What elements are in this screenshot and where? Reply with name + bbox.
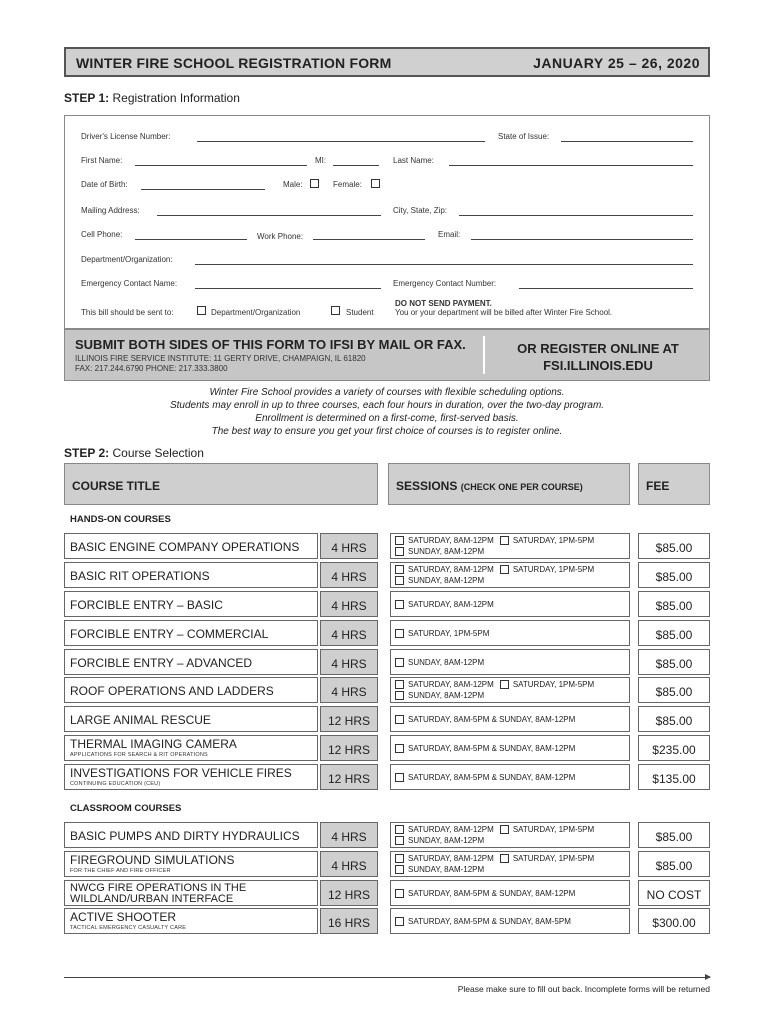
program-description: Winter Fire School provides a variety of courses with flexible scheduling options. Students may enroll in up to three courses, each four hours in duration, over the two-day program. Enrollment is determined on a first-come, first-served basis. The best way to ensure you get your first choice of courses is to register online.	[169, 387, 605, 437]
course-sessions: SUNDAY, 8AM-12PM	[390, 649, 630, 675]
arrow-right-icon	[705, 974, 711, 980]
course-sessions: SATURDAY, 8AM-12PM SATURDAY, 1PM-5PM SUNDAY, 8AM-12PM	[390, 851, 630, 877]
emergency-contact-name-label: Emergency Contact Name:	[81, 279, 178, 288]
bill-department-label: Department/Organization	[211, 308, 301, 317]
course-title-cell	[64, 764, 318, 790]
session-checkbox[interactable]	[500, 680, 509, 689]
session-checkbox[interactable]	[395, 825, 404, 834]
course-title-cell	[64, 851, 318, 877]
sessions-header: SESSIONS (CHECK ONE PER COURSE)	[388, 463, 630, 505]
course-subtitle: FOR THE CHIEF AND FIRE OFFICER	[70, 868, 171, 874]
course-title: INVESTIGATIONS FOR VEHICLE FIRES	[70, 766, 292, 780]
session-checkbox[interactable]	[395, 836, 404, 845]
work-phone-label: Work Phone:	[257, 232, 304, 241]
course-sessions: SATURDAY, 8AM-12PM SATURDAY, 1PM-5PM SUNDAY, 8AM-12PM	[390, 562, 630, 588]
course-hours: 12 HRS	[320, 706, 378, 732]
session-checkbox[interactable]	[395, 744, 404, 753]
course-hours: 12 HRS	[320, 735, 378, 761]
course-title: ACTIVE SHOOTER	[70, 910, 177, 924]
course-fee: $85.00	[638, 620, 710, 646]
fax-phone: FAX: 217.244.6790 PHONE: 217.333.3800	[75, 364, 228, 373]
course-subtitle: CONTINUING EDUCATION (CEU)	[70, 781, 161, 787]
course-hours: 4 HRS	[320, 822, 378, 848]
submit-instructions	[64, 329, 710, 381]
emergency-contact-number-field[interactable]	[519, 288, 693, 289]
billing-note: You or your department will be billed after Winter Fire School.	[395, 308, 613, 317]
course-hours: 4 HRS	[320, 591, 378, 617]
course-title: LARGE ANIMAL RESCUE	[70, 713, 211, 727]
session-checkbox[interactable]	[395, 658, 404, 667]
course-hours: 4 HRS	[320, 851, 378, 877]
course-title-cell	[64, 706, 318, 732]
course-title: FORCIBLE ENTRY – BASIC	[70, 598, 223, 612]
drivers-license-label: Driver's License Number:	[81, 132, 171, 141]
course-title-cell	[64, 562, 318, 588]
session-checkbox[interactable]	[395, 680, 404, 689]
dob-label: Date of Birth:	[81, 180, 128, 189]
mi-field[interactable]	[333, 165, 379, 166]
course-sessions: SATURDAY, 8AM-5PM & SUNDAY, 8AM-12PM	[390, 880, 630, 906]
course-subtitle: APPLICATIONS FOR SEARCH & RIT OPERATIONS	[70, 752, 208, 758]
course-title: FORCIBLE ENTRY – COMMERCIAL	[70, 627, 269, 641]
last-name-label: Last Name:	[393, 156, 434, 165]
session-checkbox[interactable]	[395, 715, 404, 724]
emergency-contact-name-field[interactable]	[195, 288, 381, 289]
course-fee: $135.00	[638, 764, 710, 790]
session-checkbox[interactable]	[500, 854, 509, 863]
course-title-cell	[64, 880, 318, 906]
course-title: FORCIBLE ENTRY – ADVANCED	[70, 656, 253, 670]
course-fee: NO COST	[638, 880, 710, 906]
course-hours: 4 HRS	[320, 562, 378, 588]
male-checkbox[interactable]	[310, 179, 319, 188]
session-checkbox[interactable]	[395, 565, 404, 574]
course-sessions: SATURDAY, 8AM-12PM SATURDAY, 1PM-5PM SUNDAY, 8AM-12PM	[390, 533, 630, 559]
step1-heading: STEP 1: Registration Information	[64, 91, 240, 105]
course-title-cell	[64, 591, 318, 617]
course-hours: 12 HRS	[320, 764, 378, 790]
department-field[interactable]	[195, 264, 693, 265]
state-of-issue-label: State of Issue:	[498, 132, 550, 141]
course-title-header: COURSE TITLE	[64, 463, 378, 505]
session-checkbox[interactable]	[395, 629, 404, 638]
cell-phone-label: Cell Phone:	[81, 230, 123, 239]
session-checkbox[interactable]	[395, 917, 404, 926]
course-title-cell	[64, 677, 318, 703]
course-fee: $85.00	[638, 822, 710, 848]
course-fee: $300.00	[638, 908, 710, 934]
course-hours: 4 HRS	[320, 620, 378, 646]
last-name-field[interactable]	[449, 165, 693, 166]
course-title-cell	[64, 822, 318, 848]
course-hours: 4 HRS	[320, 649, 378, 675]
city-state-zip-field[interactable]	[459, 215, 693, 216]
course-title: ROOF OPERATIONS AND LADDERS	[70, 684, 274, 698]
session-checkbox[interactable]	[395, 600, 404, 609]
course-fee: $85.00	[638, 562, 710, 588]
session-checkbox[interactable]	[395, 889, 404, 898]
email-label: Email:	[438, 230, 461, 239]
session-checkbox[interactable]	[395, 547, 404, 556]
hands-on-courses-label: HANDS-ON COURSES	[70, 514, 171, 525]
course-title: BASIC ENGINE COMPANY OPERATIONS	[70, 540, 300, 554]
course-sessions: SATURDAY, 8AM-5PM & SUNDAY, 8AM-12PM	[390, 764, 630, 790]
mailing-address-label: Mailing Address:	[81, 206, 140, 215]
course-title: BASIC PUMPS AND DIRTY HYDRAULICS	[70, 829, 300, 843]
footer-note: Please make sure to fill out back. Incomplete forms will be returned	[457, 984, 710, 994]
bill-department-checkbox[interactable]	[197, 306, 206, 315]
classroom-courses-label: CLASSROOM COURSES	[70, 803, 182, 814]
course-sessions: SATURDAY, 8AM-12PM SATURDAY, 1PM-5PM SUNDAY, 8AM-12PM	[390, 677, 630, 703]
course-sessions: SATURDAY, 8AM-5PM & SUNDAY, 8AM-12PM	[390, 735, 630, 761]
form-header	[64, 47, 710, 77]
course-subtitle: TACTICAL EMERGENCY CASUALTY CARE	[70, 925, 187, 931]
course-title-cell	[64, 533, 318, 559]
course-fee: $85.00	[638, 677, 710, 703]
course-hours: 12 HRS	[320, 880, 378, 906]
work-phone-field[interactable]	[313, 239, 425, 240]
course-title-cell	[64, 908, 318, 934]
register-online[interactable]: OR REGISTER ONLINE AT FSI.ILLINOIS.EDU	[485, 340, 711, 374]
department-label: Department/Organization:	[81, 255, 173, 264]
course-title-line2: WILDLAND/URBAN INTERFACE	[70, 893, 234, 905]
drivers-license-field[interactable]	[197, 141, 485, 142]
course-title: THERMAL IMAGING CAMERA	[70, 737, 237, 751]
bill-to-label: This bill should be sent to:	[81, 308, 174, 317]
session-checkbox[interactable]	[395, 576, 404, 585]
course-sessions: SATURDAY, 8AM-5PM & SUNDAY, 8AM-12PM	[390, 706, 630, 732]
female-label: Female:	[333, 180, 362, 189]
submit-title: SUBMIT BOTH SIDES OF THIS FORM TO IFSI BY MAIL OR FAX.	[75, 337, 466, 352]
footer-rule	[64, 977, 710, 978]
course-title-cell	[64, 735, 318, 761]
course-sessions: SATURDAY, 8AM-12PM SATURDAY, 1PM-5PM SUNDAY, 8AM-12PM	[390, 822, 630, 848]
register-online-link[interactable]: FSI.ILLINOIS.EDU	[543, 358, 653, 373]
form-title: WINTER FIRE SCHOOL REGISTRATION FORM	[76, 55, 392, 71]
course-title: BASIC RIT OPERATIONS	[70, 569, 210, 583]
emergency-contact-number-label: Emergency Contact Number:	[393, 279, 497, 288]
course-hours: 4 HRS	[320, 533, 378, 559]
course-sessions: SATURDAY, 8AM-5PM & SUNDAY, 8AM-5PM	[390, 908, 630, 934]
course-fee: $85.00	[638, 851, 710, 877]
bill-student-checkbox[interactable]	[331, 306, 340, 315]
session-checkbox[interactable]	[395, 854, 404, 863]
course-title-cell	[64, 620, 318, 646]
course-title: NWCG FIRE OPERATIONS IN THE	[70, 882, 247, 894]
mailing-address: ILLINOIS FIRE SERVICE INSTITUTE: 11 GERTY DRIVE, CHAMPAIGN, IL 61820	[75, 354, 366, 363]
course-hours: 16 HRS	[320, 908, 378, 934]
female-checkbox[interactable]	[371, 179, 380, 188]
step2-heading: STEP 2: Course Selection	[64, 446, 204, 460]
course-fee: $85.00	[638, 591, 710, 617]
fee-header: FEE	[638, 463, 710, 505]
course-sessions: SATURDAY, 1PM-5PM	[390, 620, 630, 646]
registration-box	[64, 115, 710, 329]
session-checkbox[interactable]	[395, 536, 404, 545]
session-checkbox[interactable]	[395, 691, 404, 700]
course-hours: 4 HRS	[320, 677, 378, 703]
mi-label: MI:	[315, 156, 327, 165]
course-fee: $85.00	[638, 706, 710, 732]
male-label: Male:	[283, 180, 303, 189]
first-name-label: First Name:	[81, 156, 123, 165]
state-of-issue-field[interactable]	[561, 141, 693, 142]
no-payment-notice: DO NOT SEND PAYMENT.	[395, 299, 492, 308]
session-checkbox[interactable]	[500, 825, 509, 834]
mailing-address-field[interactable]	[157, 215, 381, 216]
cell-phone-field[interactable]	[135, 239, 247, 240]
session-checkbox[interactable]	[395, 773, 404, 782]
course-fee: $85.00	[638, 533, 710, 559]
email-field[interactable]	[471, 239, 693, 240]
city-state-zip-label: City, State, Zip:	[393, 206, 448, 215]
session-checkbox[interactable]	[500, 536, 509, 545]
course-fee: $235.00	[638, 735, 710, 761]
course-title: FIREGROUND SIMULATIONS	[70, 853, 235, 867]
dob-field[interactable]	[141, 189, 265, 190]
course-fee: $85.00	[638, 649, 710, 675]
first-name-field[interactable]	[135, 165, 307, 166]
course-sessions: SATURDAY, 8AM-12PM	[390, 591, 630, 617]
bill-student-label: Student	[346, 308, 374, 317]
session-checkbox[interactable]	[500, 565, 509, 574]
course-title-cell	[64, 649, 318, 675]
session-checkbox[interactable]	[395, 865, 404, 874]
event-date: JANUARY 25 – 26, 2020	[533, 55, 700, 71]
